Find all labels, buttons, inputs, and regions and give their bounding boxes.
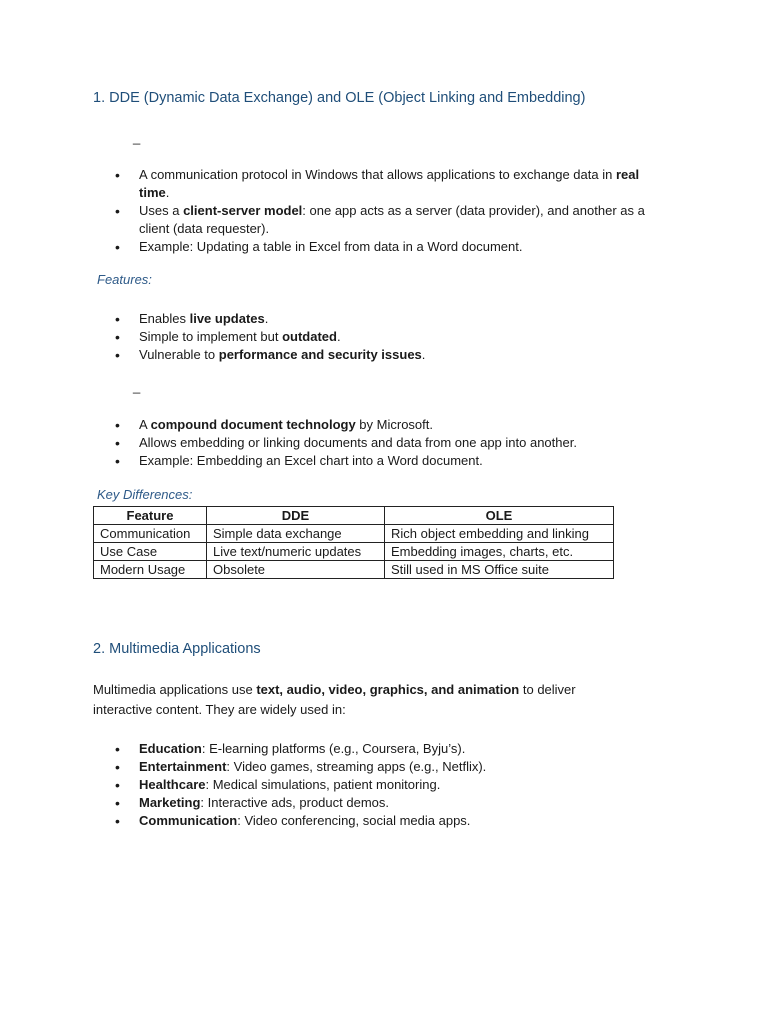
bullet-text: : Medical simulations, patient monitoring. (205, 777, 441, 792)
table-cell: Live text/numeric updates (207, 543, 385, 561)
table-header-row (94, 507, 614, 525)
table-cell: Embedding images, charts, etc. (385, 543, 614, 561)
bullet-text: . (264, 311, 269, 326)
bullet-text: Vulnerable to (139, 347, 219, 362)
bullet-text: . (421, 347, 426, 362)
table-row (94, 525, 614, 543)
multimedia-intro-paragraph (93, 680, 633, 720)
bullet-bold: Marketing (139, 795, 201, 810)
list-item (0, 740, 669, 758)
paragraph-text: Multimedia applications use (93, 682, 257, 697)
bullet-text: : Interactive ads, product demos. (200, 795, 390, 810)
key-differences-label: Key Differences: (97, 487, 193, 502)
features-label: Features: (97, 272, 152, 287)
bullet-bold: Education (139, 741, 202, 756)
bullet-bold: live updates (189, 311, 265, 326)
bullet-bold: client-server model (183, 203, 303, 218)
bullet-text: A communication protocol in Windows that allows applications to exchange data in (139, 167, 616, 182)
bullet-bold: Entertainment (139, 759, 227, 774)
section2-heading: 2. Multimedia Applications (93, 641, 261, 657)
list-item (0, 202, 669, 238)
list-item (0, 776, 669, 794)
bullet-text: . (336, 329, 341, 344)
bullet-text: Example: Embedding an Excel chart into a Word document. (139, 453, 483, 468)
dde-placeholder-dash: _ (133, 130, 141, 145)
section1-heading: 1. DDE (Dynamic Data Exchange) and OLE (Object Linking and Embedding) (93, 90, 586, 106)
table-cell: Still used in MS Office suite (385, 561, 614, 579)
ole-bullet-list (0, 416, 669, 470)
bullet-bold: Healthcare (139, 777, 206, 792)
table-cell: Simple data exchange (207, 525, 385, 543)
bullet-text: . (165, 185, 170, 200)
list-item (0, 812, 669, 830)
list-item (0, 328, 669, 346)
list-item (0, 238, 669, 256)
table-row (94, 543, 614, 561)
table-header-feature: Feature (94, 507, 207, 525)
ole-placeholder-dash: _ (133, 379, 141, 394)
bullet-bold: performance and security issues (218, 347, 422, 362)
bullet-text: Enables (139, 311, 190, 326)
bullet-text: : one app acts as a server (data provider), and another as a client (data requester). (139, 203, 645, 236)
paragraph-bold: text, audio, video, graphics, and animation (256, 682, 520, 697)
bullet-text: Example: Updating a table in Excel from data in a Word document. (139, 239, 523, 254)
table-cell: Modern Usage (94, 561, 207, 579)
table-cell: Obsolete (207, 561, 385, 579)
differences-table (93, 506, 614, 579)
bullet-text: : Video games, streaming apps (e.g., Netflix). (226, 759, 487, 774)
bullet-text: by Microsoft. (355, 417, 433, 432)
list-item (0, 346, 669, 364)
paragraph-text: to deliver interactive content. They are widely used in: (93, 682, 576, 717)
table-cell: Communication (94, 525, 207, 543)
table-row (94, 561, 614, 579)
list-item (0, 758, 669, 776)
list-item (0, 452, 669, 470)
list-item (0, 434, 669, 452)
list-item (0, 310, 669, 328)
bullet-text: Simple to implement but (139, 329, 283, 344)
bullet-bold: Communication (139, 813, 238, 828)
bullet-text: A (139, 417, 151, 432)
table-header-ole: OLE (385, 507, 614, 525)
list-item (0, 166, 669, 202)
bullet-text: : E-learning platforms (e.g., Coursera, Byju’s). (201, 741, 466, 756)
multimedia-uses-list (0, 740, 669, 830)
features-list (0, 310, 669, 364)
bullet-bold: real time (139, 167, 640, 200)
dde-bullet-list (0, 166, 669, 256)
bullet-bold: compound document technology (150, 417, 356, 432)
table-cell: Rich object embedding and linking (385, 525, 614, 543)
bullet-text: Uses a (139, 203, 184, 218)
list-item (0, 794, 669, 812)
table-header-dde: DDE (207, 507, 385, 525)
bullet-text: Allows embedding or linking documents and data from one app into another. (139, 435, 577, 450)
list-item (0, 416, 669, 434)
bullet-bold: outdated (282, 329, 337, 344)
table-cell: Use Case (94, 543, 207, 561)
bullet-text: : Video conferencing, social media apps. (237, 813, 471, 828)
